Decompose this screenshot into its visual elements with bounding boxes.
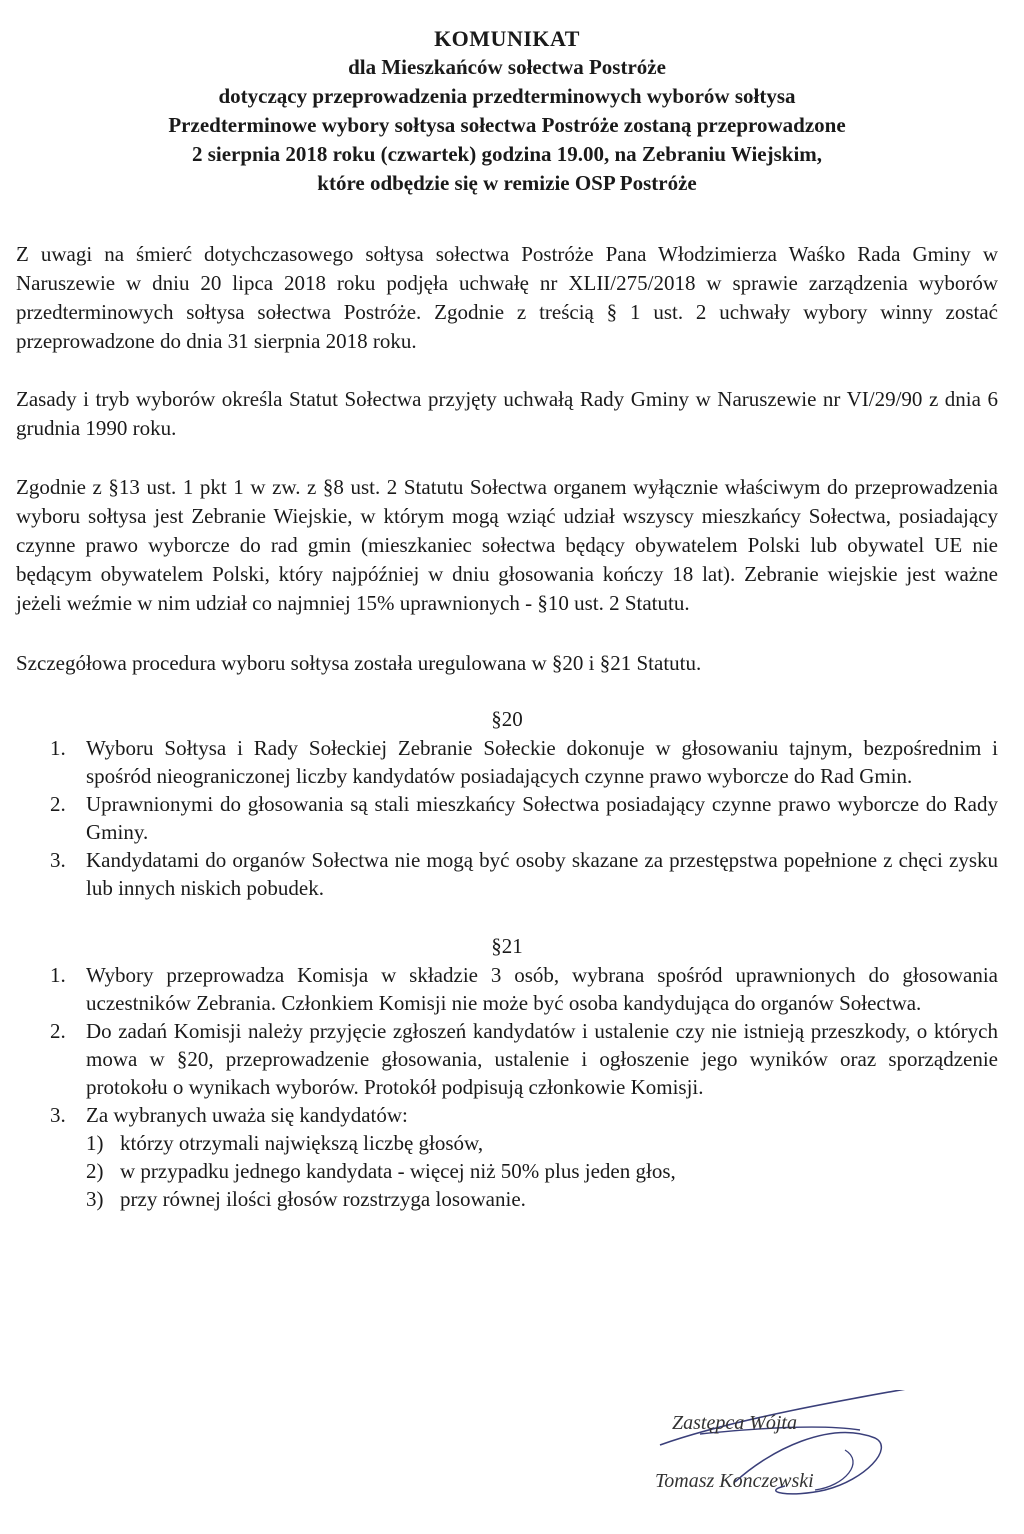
list-item-number: 1. [50,963,66,987]
list-item-text: Kandydatami do organów Sołectwa nie mogą być osoby skazane za przestępstwa popełnione z chęci zysku lub innych niskich pobudek. [86,848,998,900]
sub-list-item [86,1185,998,1213]
header-line: które odbędzie się w remizie OSP Postróże [317,171,697,195]
list-item-number: 2. [50,792,66,816]
sub-list-item-text: przy równej ilości głosów rozstrzyga losowanie. [120,1187,526,1211]
sub-list-item-number: 1) [86,1131,104,1155]
list-item-text: Do zadań Komisji należy przyjęcie zgłoszeń kandydatów i ustalenie czy nie istnieją przeszkody, o których mowa w §20, przeprowadzenie głosowania, ustalenie i ogłoszenie jego wyników oraz sporządzenie protokołu o wynikach wyborów. Protokół podpisują członkowie Komisji. [86,1019,998,1099]
sub-list-item-text: w przypadku jednego kandydata - więcej niż 50% plus jeden głos, [120,1159,676,1183]
signature-block [640,1390,980,1510]
header-line: Przedterminowe wybory sołtysa sołectwa Postróże zostaną przeprowadzone [168,113,846,137]
announcement-title: KOMUNIKAT [434,26,580,51]
signatory-role: Zastępca Wójta [672,1412,797,1434]
body-paragraph: Szczegółowa procedura wyboru sołtysa została uregulowana w §20 i §21 Statutu. [16,651,702,675]
list-item [16,961,998,1017]
list-item-text: Uprawnionymi do głosowania są stali mieszkańcy Sołectwa posiadający czynne prawo wyborcze do Rady Gminy. [86,792,998,844]
sub-list-item-number: 3) [86,1187,104,1211]
list-item-number: 1. [50,736,66,760]
announcement-header [16,0,998,198]
list-item-number: 2. [50,1019,66,1043]
list-item-number: 3. [50,1103,66,1127]
body-paragraph: Z uwagi na śmierć dotychczasowego sołtysa sołectwa Postróże Pana Włodzimierza Waśko Rada Gminy w Naruszewie w dniu 20 lipca 2018 roku podjęła uchwałę nr XLII/275/2018 w sprawie zarządzenia wyborów przedterminowych sołtysa sołectwa Postróże. Zgodnie z treścią § 1 ust. 2 uchwały wybory winny zostać przeprowadzone do dnia 31 sierpnia 2018 roku. [16,242,998,353]
body-paragraph: Zasady i tryb wyborów określa Statut Sołectwa przyjęty uchwałą Rady Gminy w Naruszewie nr VI/29/90 z dnia 6 grudnia 1990 roku. [16,387,998,440]
body-paragraph: Zgodnie z §13 ust. 1 pkt 1 w zw. z §8 ust. 2 Statutu Sołectwa organem wyłącznie właściwym do przeprowadzenia wyboru sołtysa jest Zebranie Wiejskie, w którym mogą wziąć udział wszyscy mieszkańcy Sołectwa, posiadający czynne prawo wyborcze do rad gmin (mieszkaniec sołectwa będący obywatelem Polski lub obywatel UE nie będącym obywatelem Polski, który najpóźniej w dniu głosowania kończy 18 lat). Zebranie wiejskie jest ważne jeżeli weźmie w nim udział co najmniej 15% uprawnionych - §10 ust. 2 Statutu. [16,475,998,615]
list-item-text: Za wybranych uważa się kandydatów: [86,1103,408,1127]
sub-list [86,1129,998,1213]
header-line: 2 sierpnia 2018 roku (czwartek) godzina 19.00, na Zebraniu Wiejskim, [191,142,823,166]
list-item [16,790,998,846]
list-item [16,846,998,902]
sub-list-item [86,1129,998,1157]
list-item [16,1101,998,1213]
sub-list-item-number: 2) [86,1159,104,1183]
section-21-list [16,961,998,1213]
list-item [16,734,998,790]
signatory-name: Tomasz Konczewski [655,1470,814,1492]
list-item [16,1017,998,1101]
header-line: dotyczący przeprowadzenia przedterminowych wyborów sołtysa [218,84,796,108]
section-20-list [16,734,998,902]
list-item-text: Wybory przeprowadza Komisja w składzie 3 osób, wybrana spośród uprawnionych do głosowania uczestników Zebrania. Członkiem Komisji nie może być osoba kandydująca do organów Sołectwa. [86,963,998,1015]
sub-list-item [86,1157,998,1185]
header-line: dla Mieszkańców sołectwa Postróże [348,55,666,79]
sub-list-item-text: którzy otrzymali największą liczbę głosów, [120,1131,484,1155]
section-heading-21: §21 [491,934,523,958]
list-item-text: Wyboru Sołtysa i Rady Sołeckiej Zebranie Sołeckie dokonuje w głosowaniu tajnym, bezpośrednim i spośród nieograniczonej liczby kandydatów posiadających czynne prawo wyborcze do Rad Gmin. [86,736,998,788]
list-item-number: 3. [50,848,66,872]
section-heading-20: §20 [491,707,523,731]
